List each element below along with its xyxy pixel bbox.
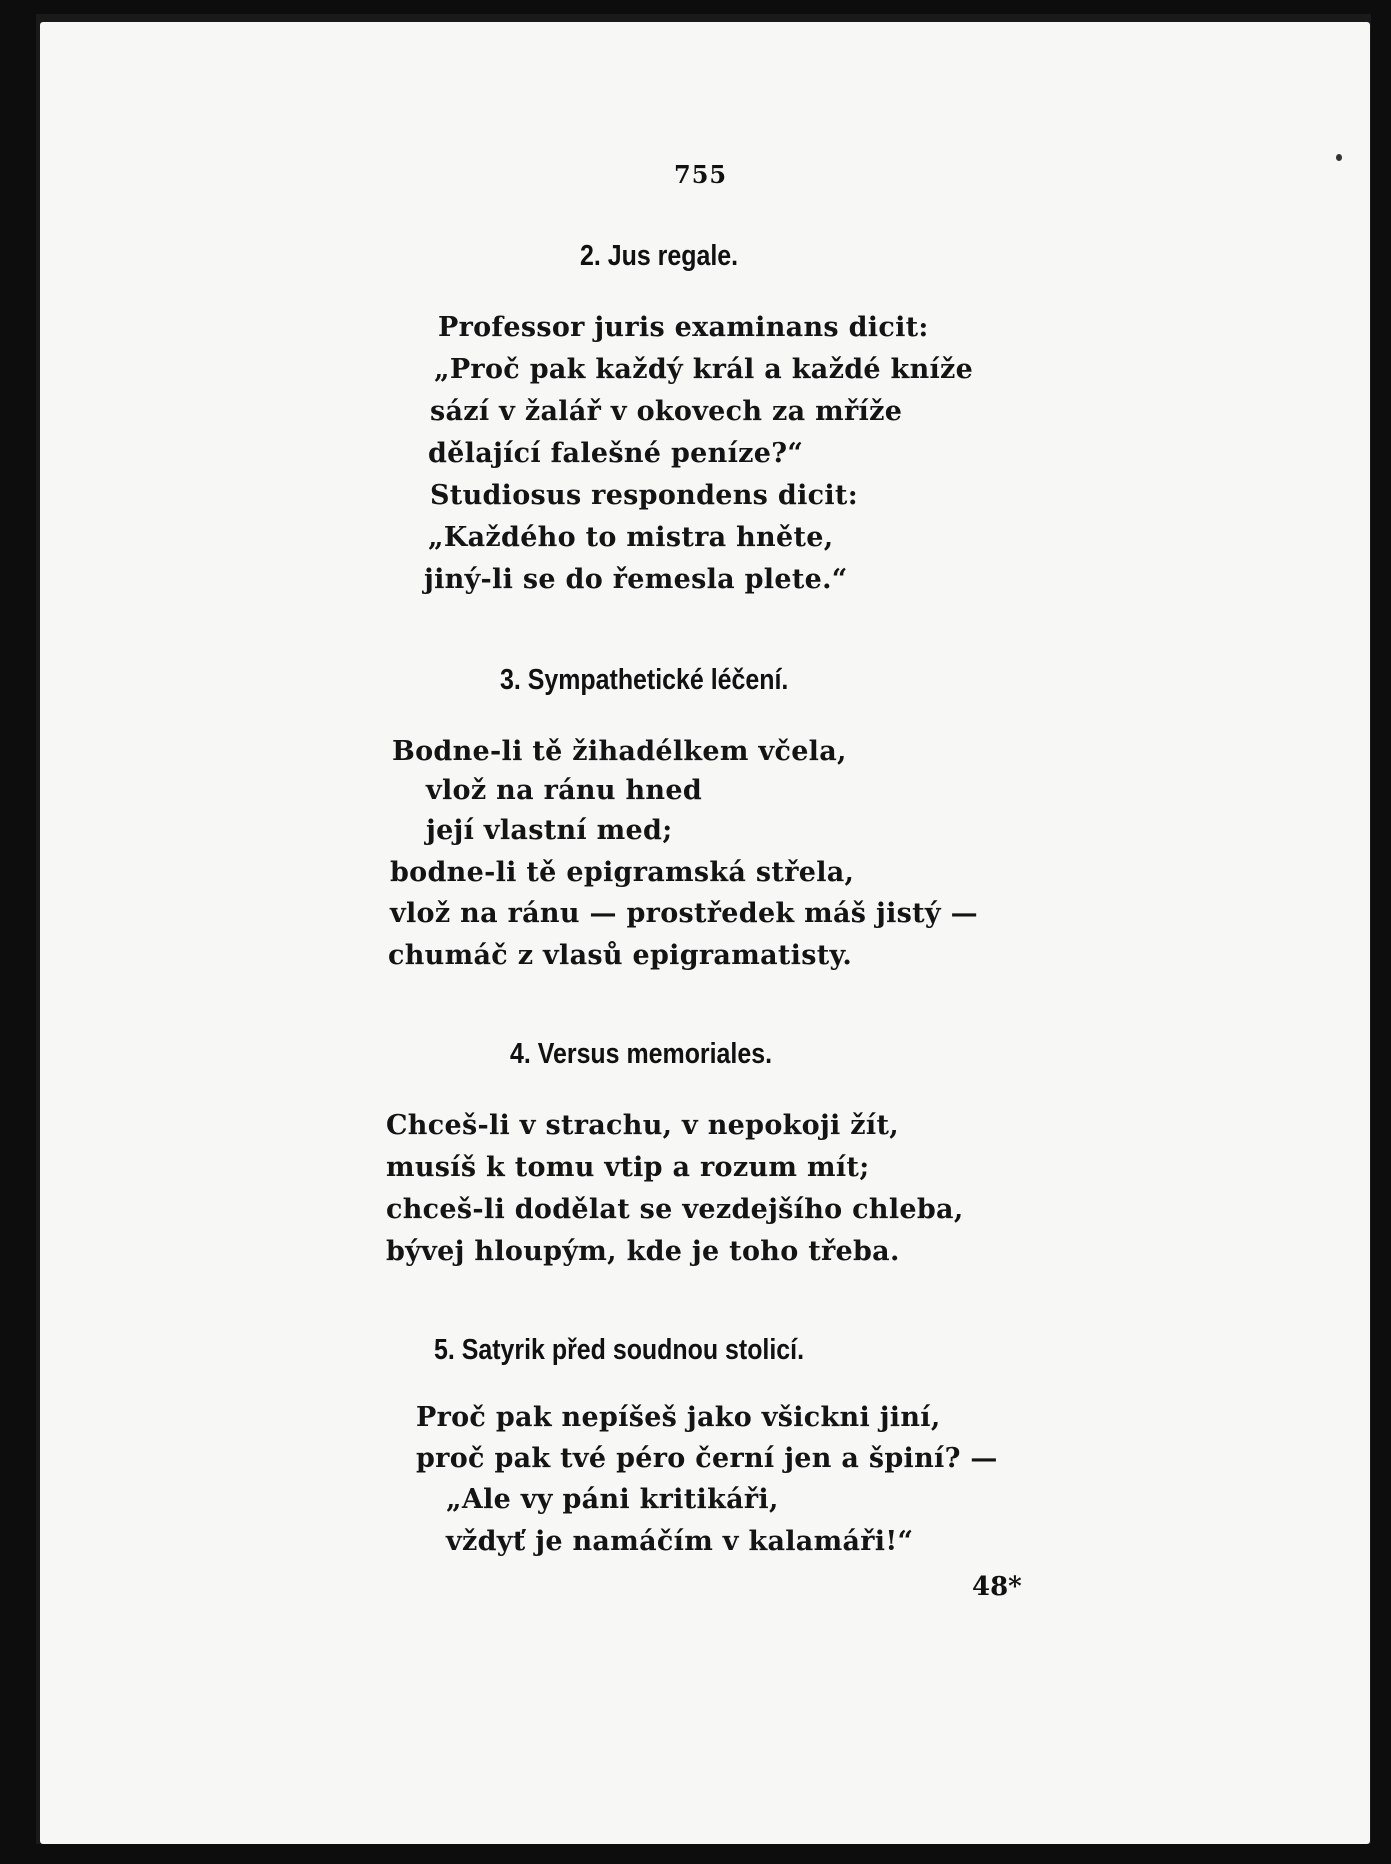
- poem-line: vlož na ránu hned: [426, 775, 703, 806]
- section-heading: 4. Versus memoriales.: [510, 1038, 773, 1070]
- scan-border-top: [0, 0, 1391, 14]
- poem-line: proč pak tvé péro černí jen a špiní? —: [416, 1443, 998, 1474]
- poem-line: vždyť je namáčím v kalamáři!“: [446, 1526, 914, 1557]
- poem-line: chumáč z vlasů epigramatisty.: [388, 940, 853, 971]
- page-number: 755: [674, 160, 728, 189]
- poem-line: její vlastní med;: [426, 815, 673, 846]
- poem-line: sází v žalář v okovech za mříže: [430, 396, 903, 427]
- poem-line: „Každého to mistra hněte,: [428, 522, 834, 553]
- poem-line: Chceš-li v strachu, v nepokoji žít,: [386, 1110, 899, 1141]
- poem-line: jiný-li se do řemesla plete.“: [424, 564, 848, 595]
- scan-speck: [1336, 154, 1342, 161]
- poem-line: „Proč pak každý král a každé kníže: [434, 354, 974, 385]
- poem-line: vlož na ránu — prostředek máš jistý —: [390, 898, 978, 929]
- book-page: [40, 22, 1370, 1844]
- poem-line: Bodne-li tě žihadélkem včela,: [392, 736, 847, 767]
- scan-border-left: [0, 0, 36, 1864]
- poem-line: Professor juris examinans dicit:: [438, 312, 929, 343]
- scan-border-bottom: [0, 1844, 1391, 1864]
- poem-line: musíš k tomu vtip a rozum mít;: [386, 1152, 870, 1183]
- scan-border-right: [1371, 0, 1391, 1864]
- signature-mark: 48*: [972, 1572, 1022, 1602]
- section-heading: 3. Sympathetické léčení.: [500, 664, 789, 696]
- poem-line: bodne-li tě epigramská střela,: [390, 857, 855, 888]
- poem-line: Studiosus respondens dicit:: [430, 480, 858, 511]
- poem-line: „Ale vy páni kritikáři,: [446, 1484, 779, 1515]
- section-heading: 2. Jus regale.: [580, 240, 739, 272]
- poem-line: chceš-li dodělat se vezdejšího chleba,: [386, 1194, 964, 1225]
- poem-line: dělající falešné peníze?“: [428, 438, 804, 469]
- section-heading: 5. Satyrik před soudnou stolicí.: [434, 1334, 805, 1366]
- poem-line: bývej hloupým, kde je toho třeba.: [386, 1236, 900, 1267]
- poem-line: Proč pak nepíšeš jako všickni jiní,: [416, 1402, 941, 1433]
